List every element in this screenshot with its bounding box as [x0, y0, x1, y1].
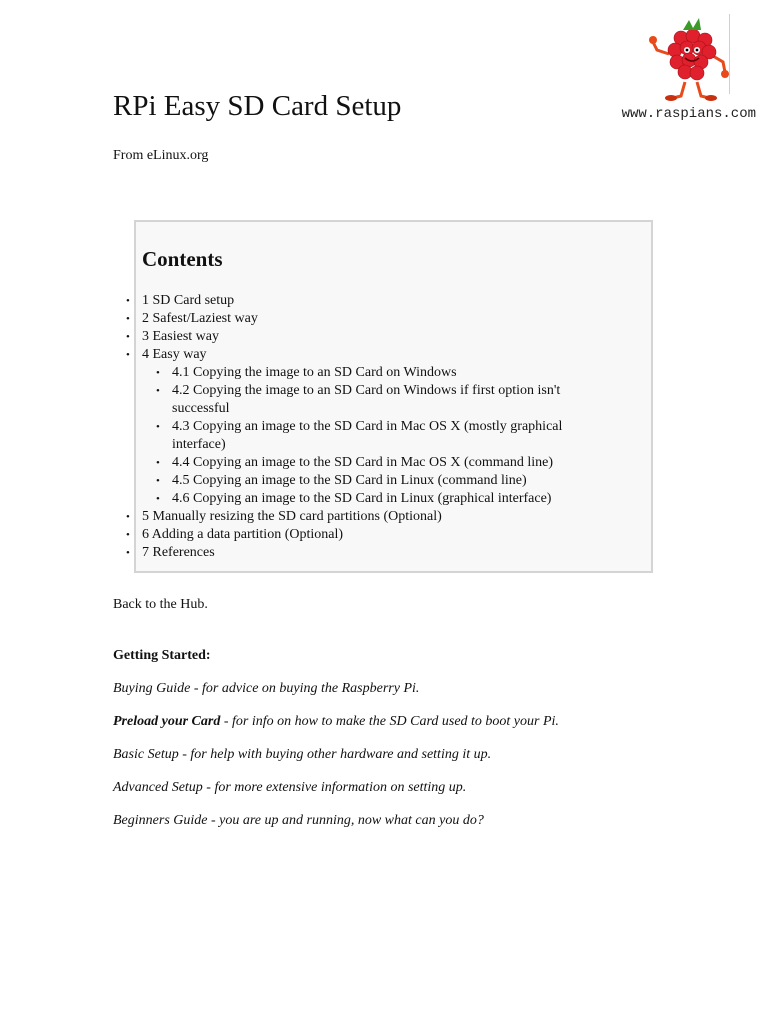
- toc-link[interactable]: 3 Easiest way: [142, 329, 219, 344]
- guide-buying: [113, 681, 419, 697]
- toc-subitem: [156, 490, 602, 508]
- guide-desc: - for advice on buying the Raspberry Pi.: [190, 681, 420, 696]
- header-divider: [729, 14, 730, 94]
- toc-subitem: [156, 454, 602, 472]
- toc-item: [126, 292, 646, 310]
- guide-desc: - for help with buying other hardware and setting it up.: [178, 747, 492, 762]
- toc-sublist: [142, 364, 646, 508]
- toc-list: [126, 292, 646, 562]
- guide-desc: - for more extensive information on setting up.: [202, 780, 467, 795]
- toc-sublink[interactable]: 4.2 Copying the image to an SD Card on Windows if first option isn't successful: [172, 383, 561, 416]
- guide-preload: [113, 714, 559, 730]
- toc-item: [126, 508, 646, 526]
- guide-beginners: [113, 813, 484, 829]
- toc-sublink[interactable]: 4.3 Copying an image to the SD Card in Mac OS X (mostly graphical interface): [172, 419, 563, 452]
- guide-link-preload[interactable]: Preload your Card: [113, 714, 221, 729]
- toc-link[interactable]: 1 SD Card setup: [142, 293, 235, 308]
- toc-link[interactable]: 7 References: [142, 545, 215, 560]
- guide-link-buying[interactable]: Buying Guide: [113, 681, 191, 696]
- guide-link-basic[interactable]: Basic Setup: [113, 747, 179, 762]
- toc-subitem: [156, 364, 602, 382]
- toc-item: [126, 346, 646, 508]
- toc-sublink[interactable]: 4.4 Copying an image to the SD Card in Mac OS X (command line): [172, 455, 554, 470]
- toc-link[interactable]: 6 Adding a data partition (Optional): [142, 527, 344, 542]
- site-url[interactable]: www.raspians.com: [621, 106, 756, 122]
- toc-item: [126, 526, 646, 544]
- page-title: RPi Easy SD Card Setup: [113, 90, 402, 122]
- guide-advanced: [113, 780, 466, 796]
- raspberry-mascot-logo: [645, 12, 737, 104]
- toc-link[interactable]: 5 Manually resizing the SD card partitions (Optional): [142, 509, 442, 524]
- toc-sublink[interactable]: 4.1 Copying the image to an SD Card on Windows: [172, 365, 457, 380]
- guide-basic: [113, 747, 491, 763]
- guide-link-beginners[interactable]: Beginners Guide: [113, 813, 208, 828]
- toc-item: [126, 328, 646, 346]
- back-to-hub-link[interactable]: Back to the Hub.: [113, 597, 208, 612]
- toc-subitem: [156, 418, 602, 454]
- toc-title: Contents: [142, 247, 223, 271]
- source-attribution: From eLinux.org: [113, 148, 209, 163]
- toc-subitem: [156, 472, 602, 490]
- toc-subitem: [156, 382, 602, 418]
- toc-item: [126, 544, 646, 562]
- toc-link[interactable]: 2 Safest/Laziest way: [142, 311, 258, 326]
- toc-link[interactable]: 4 Easy way: [142, 347, 207, 362]
- guide-link-advanced[interactable]: Advanced Setup: [113, 780, 203, 795]
- getting-started-heading: Getting Started:: [113, 648, 211, 663]
- toc-sublink[interactable]: 4.5 Copying an image to the SD Card in Linux (command line): [172, 473, 527, 488]
- toc-sublink[interactable]: 4.6 Copying an image to the SD Card in Linux (graphical interface): [172, 491, 552, 506]
- guide-desc: - for info on how to make the SD Card used to boot your Pi.: [220, 714, 559, 729]
- guide-desc: - you are up and running, now what can you do?: [207, 813, 484, 828]
- toc-item: [126, 310, 646, 328]
